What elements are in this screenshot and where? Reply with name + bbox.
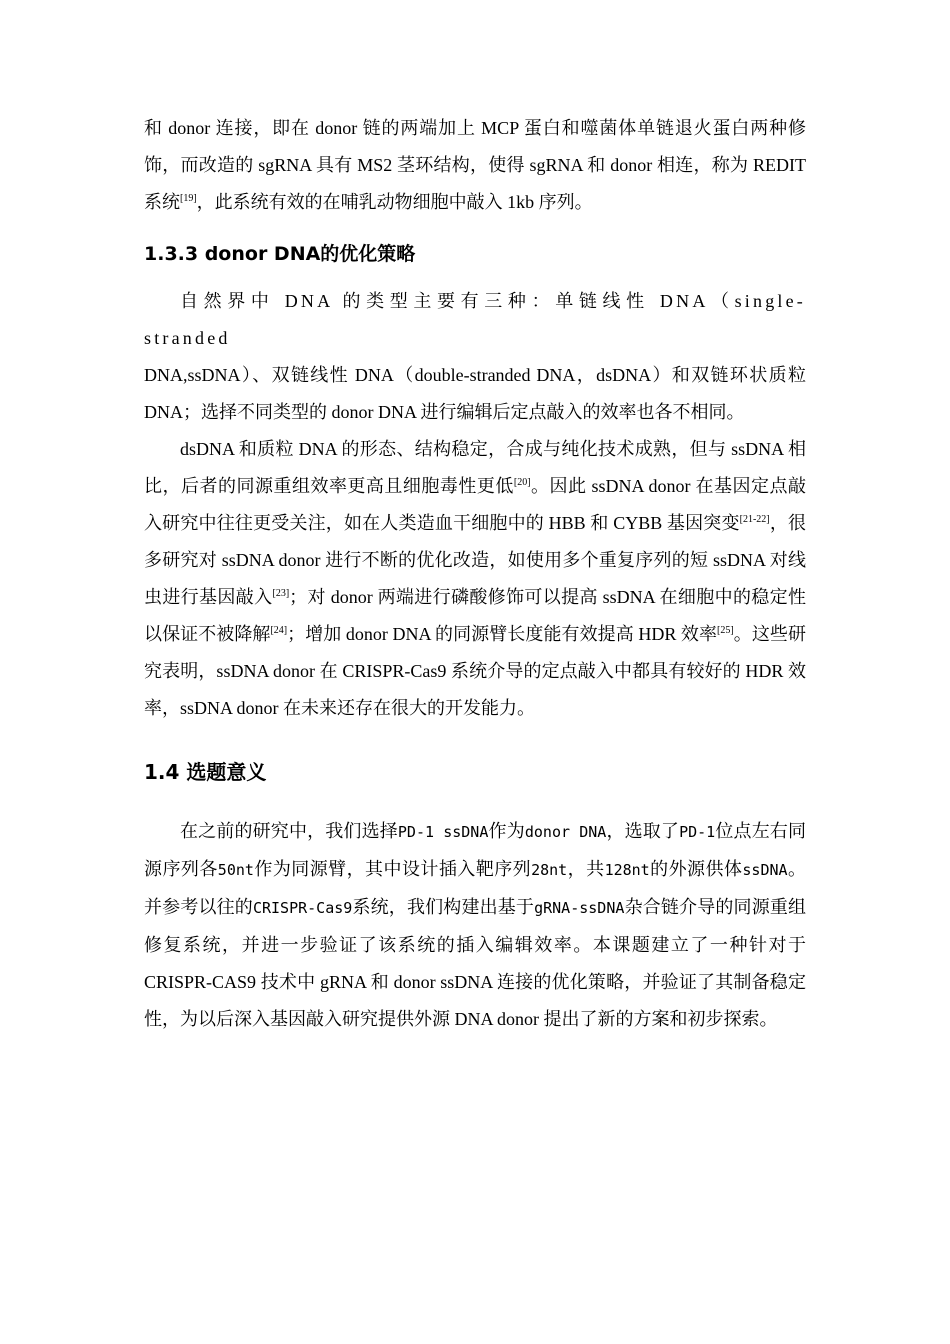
mono-term: PD-1 — [679, 823, 716, 841]
citation: [20] — [513, 477, 531, 488]
citation: [21-22] — [739, 514, 770, 525]
paragraph-text: ；增加 donor DNA 的同源臂长度能有效提高 HDR 效率 — [287, 624, 718, 644]
section-heading-1-3-3: 1.3.3 donor DNA的优化策略 — [144, 243, 416, 265]
paragraph-text: 和 donor 连接，即在 donor 链的两端加上 MCP 蛋白和噬菌体单链退火蛋白两种修饰，而改造的 sgRNA 具有 MS2 茎环结构，使得 sgRNA 和 donor 相连，称为 REDIT 系统 — [144, 118, 806, 212]
citation: [24] — [270, 625, 288, 636]
citation: [25] — [717, 625, 734, 636]
paragraph-dna-types — [144, 283, 806, 431]
paragraph-text: ，此系统有效的在哺乳动物细胞中敲入 1kb 序列。 — [196, 192, 593, 212]
paragraph-text: 。并参考以往的 — [144, 859, 807, 917]
paragraph-text: ，选取了 — [606, 821, 680, 841]
paragraph-text: 。这些研究表明，ssDNA donor 在 CRISPR-Cas9 系统介导的定点敲入中都具有较好的 HDR 效率，ssDNA donor 在未来还存在很大的开发能力。 — [144, 624, 806, 718]
paragraph-text: 杂合链介导的同源重组修复系统，并进一步验证了该系统的插入编辑效率。本课题建立了一种针对于 CRISPR-CAS9 技术中 gRNA 和 donor ssDNA 连接的优化策略，并验证了其制备稳定性，为以后深入基因敲入研究提供外源 DNA donor 提出了新的方案和初步探索。 — [144, 897, 807, 1029]
paragraph-text: 作为 — [488, 821, 525, 841]
paragraph-redit — [144, 110, 806, 221]
section-heading-1-4: 1.4 选题意义 — [144, 760, 267, 784]
paragraph-text: 位点左右同源序列各 — [144, 821, 807, 879]
paragraph-text: ；对 donor 两端进行磷酸修饰可以提高 ssDNA 在细胞中的稳定性以保证不被降解 — [144, 587, 806, 644]
mono-term: donor DNA — [524, 823, 607, 841]
paragraph-text: DNA,ssDNA）、双链线性 DNA（double-stranded DNA，dsDNA）和双链环状质粒 DNA；选择不同类型的 donor DNA 进行编辑后定点敲入的效率也各不相同。 — [144, 365, 806, 422]
paragraph-text: ，很多研究对 ssDNA donor 进行不断的优化改造，如使用多个重复序列的短 ssDNA 对线虫进行基因敲入 — [144, 513, 807, 607]
paragraph-text: 在之前的研究中，我们选择 — [180, 821, 398, 841]
document-page — [144, 110, 806, 1038]
paragraph-text: 的外源供体 — [649, 859, 743, 879]
citation: [19] — [180, 193, 197, 204]
paragraph-text: 作为同源臂，其中设计插入靶序列 — [253, 859, 532, 879]
paragraph-text: dsDNA 和质粒 DNA 的形态、结构稳定，合成与纯化技术成熟，但与 ssDNA 相比，后者的同源重组效率更高且细胞毒性更低 — [144, 439, 806, 496]
paragraph-text: 系统，我们构建出基于 — [352, 897, 535, 917]
mono-term: ssDNA — [742, 861, 788, 879]
paragraph-text: ，共 — [567, 859, 605, 879]
mono-term: gRNA-ssDNA — [534, 899, 625, 917]
mono-term: PD-1 ssDNA — [397, 823, 489, 841]
mono-term: 50nt — [217, 861, 254, 879]
mono-term: CRISPR-Cas9 — [252, 899, 353, 917]
paragraph-ssdna — [144, 431, 806, 727]
paragraph-significance — [144, 813, 806, 1038]
paragraph-text: 自然界中 DNA 的类型主要有三种：单链线性 DNA（single-stranded — [144, 291, 806, 348]
citation: [23] — [272, 588, 290, 599]
mono-term: 128nt — [604, 861, 650, 879]
mono-term: 28nt — [531, 861, 568, 879]
paragraph-text: 。因此 ssDNA donor 在基因定点敲入研究中往往更受关注，如在人类造血干细胞中的 HBB 和 CYBB 基因突变 — [144, 476, 806, 533]
